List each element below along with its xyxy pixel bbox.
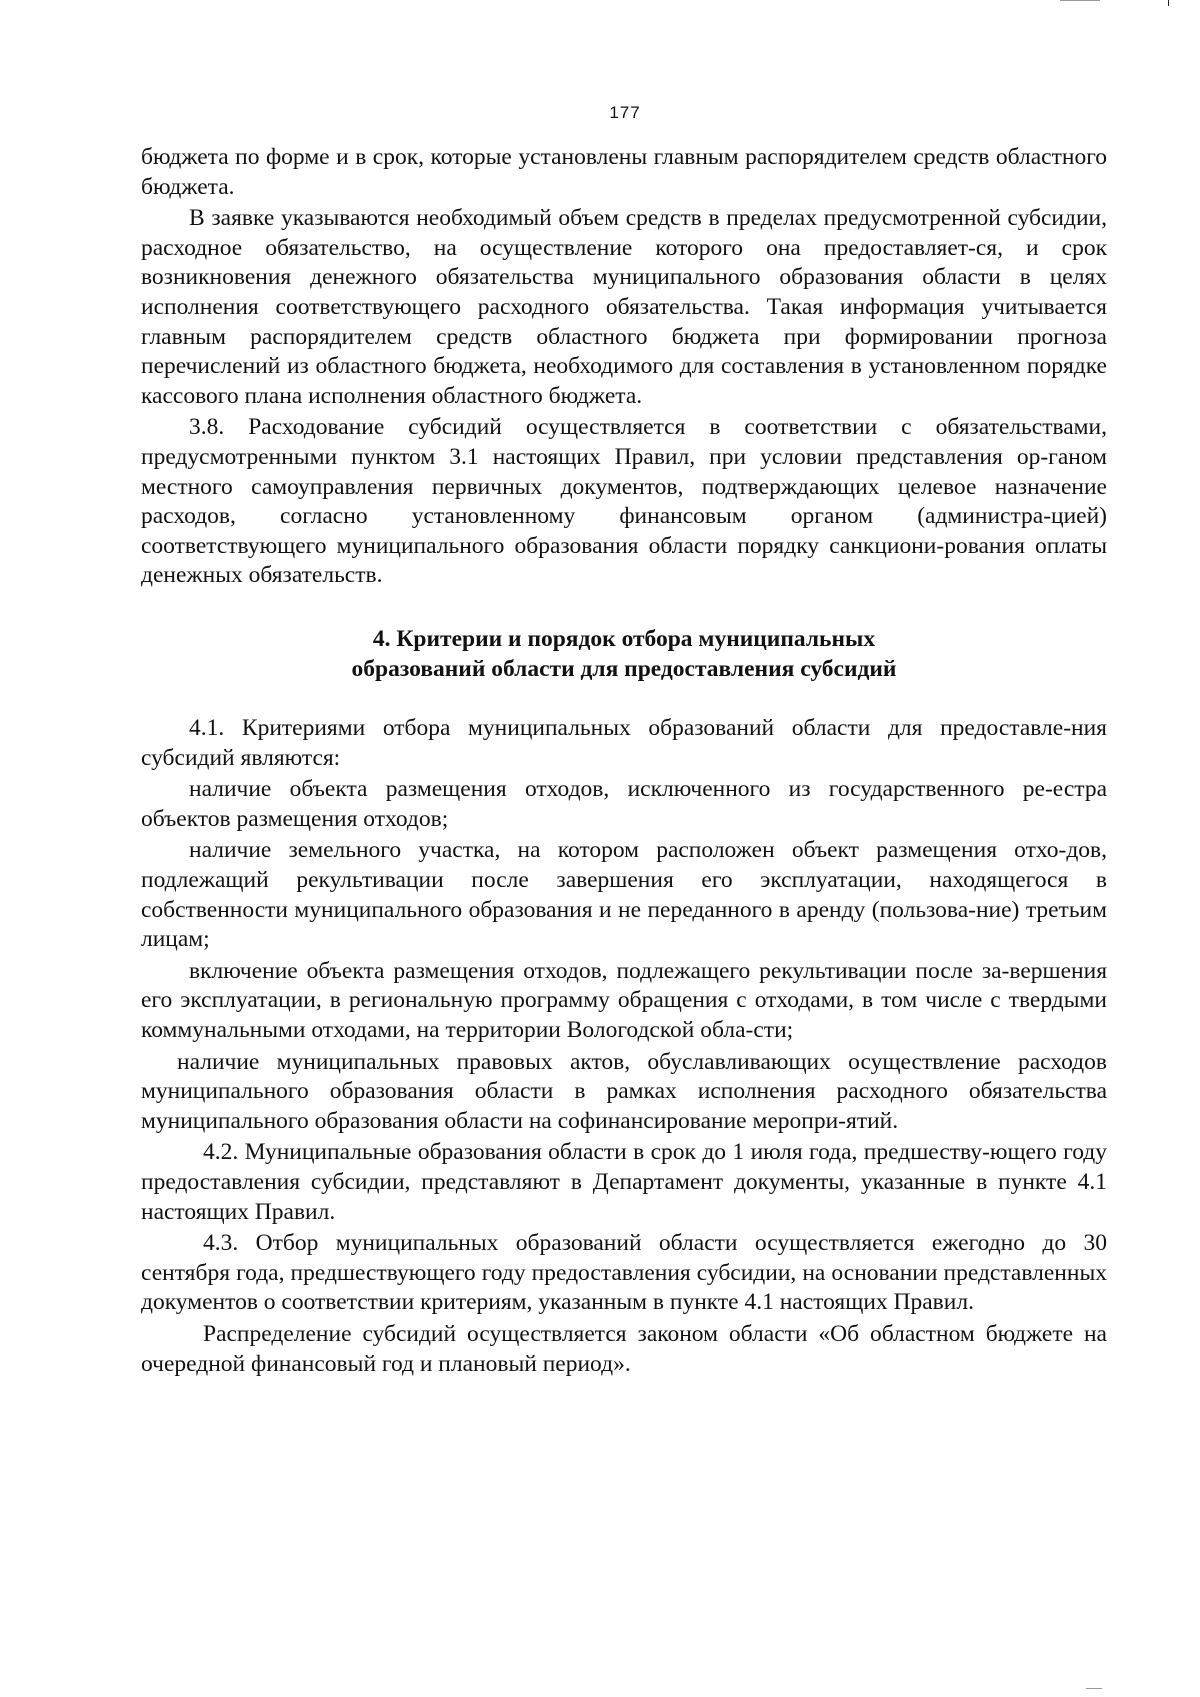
scan-edge-mark (1168, 0, 1169, 6)
paragraph: 4.2. Муниципальные образования области в срок до 1 июля года, предшеству-ющего году предоставления субсидии, представляют в Департамент документы, указанные в пункте 4.1 настоящих Правил. (141, 1139, 1107, 1225)
paragraph: наличие муниципальных правовых актов, обуславливающих осуществление расходов муниципального образования области в рамках исполнения расходного обязательства муниципального образования области на софинансирование меропри-ятий. (141, 1048, 1107, 1134)
section-heading-line: образований области для предоставления субсидий (351, 655, 897, 682)
document-body (141, 143, 1107, 1379)
section-heading-line: 4. Критерии и порядок отбора муниципальных (372, 625, 876, 652)
paragraph: наличие объекта размещения отходов, исключенного из государственного ре-естра объектов размещения отходов; (141, 776, 1107, 832)
paragraph: 4.3. Отбор муниципальных образований области осуществляется ежегодно до 30 сентября года, предшествующего году предоставления субсидии, на основании представленных документов о соответствии критериям, указанным в пункте 4.1 настоящих Правил. (141, 1230, 1107, 1316)
section-heading (141, 625, 1107, 684)
paragraph: Распределение субсидий осуществляется законом области «Об областном бюджете на очередной финансовый год и плановый период». (141, 1320, 1107, 1377)
paragraph: 3.8. Расходование субсидий осуществляется в соответствии с обязательствами, предусмотренными пунктом 3.1 настоящих Правил, при условии представления ор-ганом местного самоуправления первичных документов, подтверждающих целевое назначение расходов, согласно установленному финансовым органом (администра-цией) соответствующего муниципального образования области порядку санкциони-рования оплаты денежных обязательств. (141, 414, 1107, 589)
paragraph: В заявке указываются необходимый объем средств в пределах предусмотренной субсидии, расходное обязательство, на осуществление которого она предоставляет-ся, и срок возникновения денежного обязательства муниципального образования области в целях исполнения соответствующего расходного обязательства. Такая информация учитывается главным распорядителем средств областного бюджета при формировании прогноза перечислений из областного бюджета, необходимого для составления в установленном порядке кассового плана исполнения областного бюджета. (141, 205, 1107, 409)
paragraph: включение объекта размещения отходов, подлежащего рекультивации после за-вершения его эксплуатации, в региональную программу обращения с отходами, в том числе с твердыми коммунальными отходами, на территории Вологодской обла-сти; (141, 957, 1107, 1044)
paragraph: 4.1. Критериями отбора муниципальных образований области для предоставле-ния субсидий являются: (141, 715, 1107, 771)
page-number: 177 (609, 103, 641, 122)
scan-edge-mark (1086, 1688, 1102, 1689)
paragraph: наличие земельного участка, на котором расположен объект размещения отхо-дов, подлежащий рекультивации после завершения его эксплуатации, находящегося в собственности муниципального образования и не переданного в аренду (пользова-ние) третьим лицам; (141, 837, 1107, 953)
paragraph: бюджета по форме и в срок, которые установлены главным распорядителем средств областного бюджета. (141, 144, 1107, 200)
scan-edge-mark (1060, 0, 1100, 1)
